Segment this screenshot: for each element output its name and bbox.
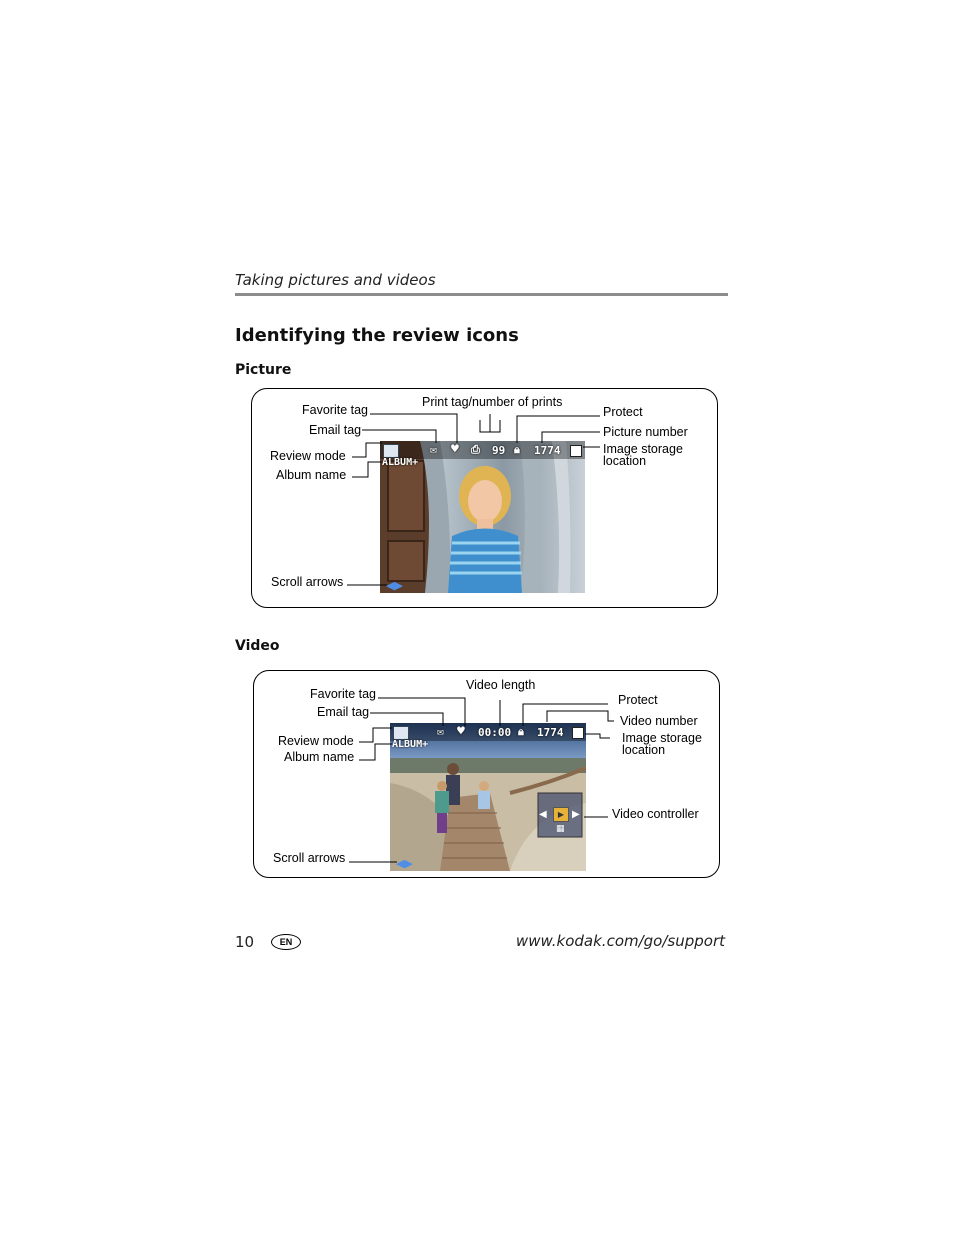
- picture-number-text: 1774: [534, 444, 561, 457]
- video-controller-play-icon: ▶: [553, 807, 569, 822]
- scroll-arrows-label: Scroll arrows: [271, 575, 344, 589]
- video-controller-grid-icon: ▦: [556, 824, 565, 834]
- video-favorite-heart-icon: ♥: [457, 724, 465, 739]
- video-protect-label: Protect: [618, 693, 658, 707]
- page-number: 10: [235, 933, 255, 951]
- support-url[interactable]: www.kodak.com/go/support: [515, 932, 725, 950]
- email-tag-label: Email tag: [309, 423, 362, 437]
- video-email-icon: ✉: [437, 725, 444, 738]
- video-album-name-label: Album name: [284, 750, 355, 764]
- video-image-storage-label-line2: location: [622, 743, 666, 757]
- print-count-text: 99: [492, 444, 506, 457]
- print-tag-label: Print tag/number of prints: [422, 395, 563, 409]
- favorite-heart-icon: ♥: [451, 442, 459, 457]
- album-name-text: ALBUM+: [382, 457, 419, 468]
- image-storage-label-line2: location: [603, 454, 647, 468]
- video-length-text: 00:00: [478, 726, 512, 739]
- video-image-storage-label: Image storage: [622, 731, 702, 745]
- page-title: Identifying the review icons: [235, 325, 519, 346]
- video-scroll-arrows-label: Scroll arrows: [273, 851, 346, 865]
- review-mode-label: Review mode: [270, 449, 346, 463]
- video-length-label: Video length: [466, 678, 536, 692]
- print-icon: ⎙: [471, 443, 480, 456]
- protect-label: Protect: [603, 405, 643, 419]
- lock-icon: 🔒︎: [514, 443, 520, 456]
- scroll-arrows-icon: ◀▶: [386, 579, 403, 592]
- email-icon: ✉: [430, 443, 437, 456]
- language-badge: EN: [271, 934, 301, 950]
- video-controller-prev-icon: ◀: [539, 809, 547, 820]
- video-controller-next-icon: ▶: [572, 809, 580, 820]
- image-storage-label: Image storage: [603, 442, 683, 456]
- video-album-name-text: ALBUM+: [392, 739, 429, 750]
- picture-number-label: Picture number: [603, 425, 688, 439]
- video-number-text: 1774: [537, 726, 564, 739]
- video-email-tag-label: Email tag: [317, 705, 370, 719]
- video-favorite-tag-label: Favorite tag: [310, 687, 377, 701]
- favorite-tag-label: Favorite tag: [302, 403, 369, 417]
- running-header: Taking pictures and videos: [235, 271, 436, 289]
- video-controller-label: Video controller: [612, 807, 699, 821]
- video-heading: Video: [235, 638, 280, 654]
- video-number-label: Video number: [620, 714, 698, 728]
- video-scroll-arrows-icon: ◀▶: [396, 857, 413, 870]
- picture-heading: Picture: [235, 362, 292, 378]
- video-lock-icon: 🔒︎: [518, 725, 524, 738]
- video-review-mode-label: Review mode: [278, 734, 354, 748]
- album-name-label: Album name: [276, 468, 347, 482]
